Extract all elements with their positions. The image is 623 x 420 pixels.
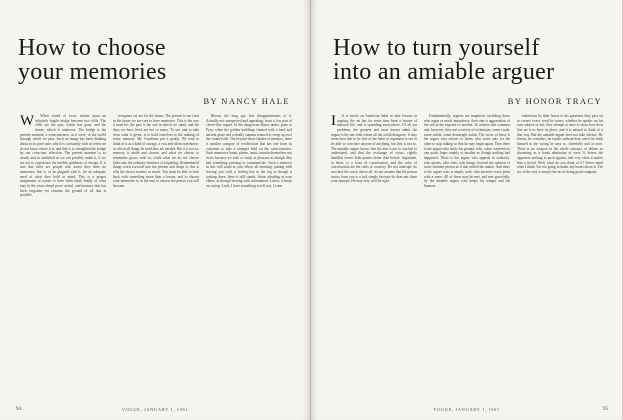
right-column-2 (424, 114, 510, 399)
right-headline-line1: How to turn yourself (333, 35, 540, 61)
left-column-3-text: Bloom, the long ago first disappointments of it. Actually not unexpected and appealing, from a low part of clover-like regard. In the dangerous illness under, gone to Pyrn, when the golden buildings framed with a hard and ancient glaze and a deadly autumn seemed to creep up over the countryside. The beyond those flashes of memory, there is another category of recollection that has one from its container to take a stronger hold on the consciousness. Such memories haunt, please, insist; intrude themselves not twice because we seek or study or pleasure as though they had something pressing to communicate. Such a memory as this will stand at your elbow all morning, putting with leaving you cold, a feeling lost in the fog as though it waiting there, there it still stands, listen, pleading at your elbow, as though bearing with information. Listen, it keeps on saying. Look, I have something to tell you. Listen. (206, 114, 292, 188)
right-page-number: 95 (603, 407, 608, 412)
right-headline-line2: into an amiable arguer (333, 59, 555, 85)
left-byline: BY NANCY HALE (203, 96, 290, 106)
left-column-2-text: recognize yet are for the future. The present is our food in the future we are sure to have memories. This is the way it must be, the past is the soil in which we stand, and the days we have lived are not so many. To see, and to take from what is given, is to hold ourselves to the making of every memory. Mr. Goodman put it gently. We tend to think of it as a kind of storage, a vast and silent warehouse, in which all things lie until they are needed. But it is not so; memory is made and chosen, and what we choose to remember grows with us, while what we do not choose fades into the ordinary furniture of forgetting. Remembered things reach forward into the present and shape it; this is why the choice matters so much. You must be able to look back with something more than a lesson, and to choose your memories is, in the end, to choose the person you will become. (113, 114, 199, 188)
right-column-3 (517, 114, 603, 399)
right-column-1-text: It is surely an American habit to take lessons in arguing, the art has for some time been a feature of national life, and is spreading everywhere. Of all our problems, the greatest and most honest admit the arguer is the one with whom all the world disagrees. It may seem then that to be free of the habit of argument is not to be able to convince anyone of anything, but this is not so. The amiable arguer knows that the aim is not to win but to understand, and that the exchange of views, rightly handled, leaves both parties richer than before. Argument, in short, is a form of conversation, and the rules of conversation are the rules of courtesy. Do not interrupt; do not raise the voice; above all, do not assume that the person across from you is a fool simply because he does not share your opinion. He may very well be right. (331, 114, 417, 184)
right-body-columns (331, 114, 603, 399)
left-headline-line1: How to choose (18, 35, 166, 61)
left-column-1 (20, 114, 106, 399)
left-footer: VOGUE, JANUARY 1, 1961 (121, 407, 189, 412)
left-headline (18, 36, 298, 84)
left-column-2 (113, 114, 199, 399)
right-byline: BY HONOR TRACY (507, 96, 602, 106)
right-headline (333, 36, 613, 84)
right-column-1 (331, 114, 417, 399)
left-dropcap: W (20, 114, 35, 129)
left-column-3 (206, 114, 292, 399)
left-page (0, 0, 311, 420)
left-column-1-text: When stared at every instant upon an infinitely fragile bridge between two cliffs. The cliffs are the past, which has gone; and the future, which is unknown. The bridge is the present moment; a consciousness, as it were, of the world through which we pass. Such an image has been thinking about in its pure state, which is constantly with us when we do not know where it is, and that is to strengthen the bridge by our conscious selection. The present moment is so steady and so unshifted as we can possibly make it, if we are not to experience the terrible giddiness of vertigo. It is true that there are people who assert they have no memories; that is, to be plagued with it, for an adequate need of what they hold in mind. This is a proper assignment of nature to have them think fondly of what may in the years ahead prove useful; and memory that has been forgotten yet remains the ground of all that is possible. (20, 114, 106, 198)
right-footer: VOGUE, JANUARY 1, 1961 (433, 407, 500, 412)
right-page (311, 0, 622, 420)
right-dropcap: I (331, 114, 336, 129)
right-column-2-text: Fundamentally, arguers are impatient; including those who argue as much impatience; their aim is aggravation of the self at the expense of another. To achieve this common end, however, they use a variety of techniques, some crude, some subtle, some downright unfair. The worst of these is the arguer who refuses to listen, who waits only for the other to stop talking so that he may begin again. Then there is the arguer who shifts his ground, who, when cornered on one point, leaps nimbly to another as though nothing had happened. There is the arguer who appeals to authority, who quotes, who cites, who brings forward the opinion of some eminent person as if that settled the matter. And there is the arguer who is simply rude, who answers every point with a sneer. All of these may be met, and met gracefully, by the amiable arguer who keeps his temper and his humour. (424, 114, 510, 188)
right-column-3-text: endeavour by their house to his greatness they pass on to correct every word he utters, whether he speaks on his own subject or not; they attempt at once to show how their fine art is to have its place, and it is natural to think of it that way. But the amiable arguer does not take offence. He listens, he considers, he replies without heat, and if he finds himself in the wrong he says so, cheerfully and at once. There is no weapon in the whole armoury of debate so disarming as a frank admission of error. It leaves the opponent nothing to push against, and very often it makes him a friend. Well, what do you think of it? Never mind what I think; I'm not going to make any bones about it. The art, in the end, is simply the art of being good company. (517, 114, 603, 174)
left-page-number: 94 (16, 407, 21, 412)
left-body-columns (20, 114, 292, 399)
left-headline-line2: your memories (18, 59, 167, 85)
